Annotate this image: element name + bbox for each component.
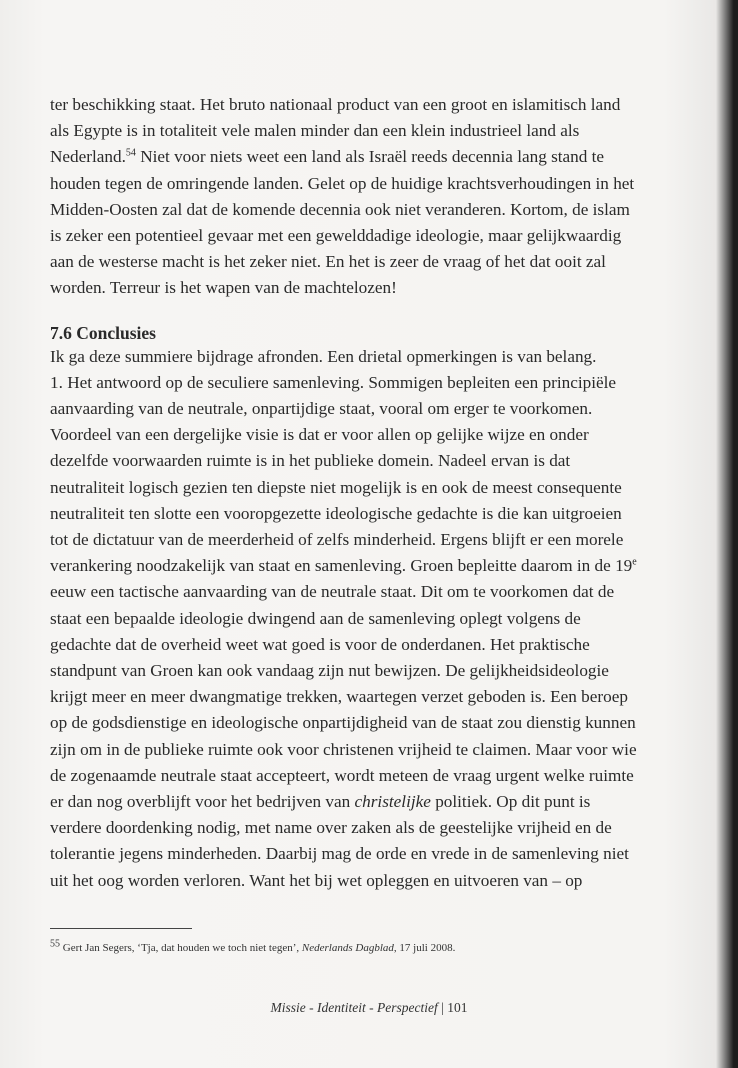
body-text — [50, 92, 640, 894]
footnote-text: Gert Jan Segers, ‘Tja, dat houden we toch niet tegen’, — [60, 942, 302, 954]
footnote-ref-54: 54 — [125, 147, 136, 159]
page-number: 101 — [447, 1000, 468, 1015]
paragraph-2-intro: Ik ga deze summiere bijdrage afronden. Een drietal opmerkingen is van belang. — [50, 346, 597, 366]
footnote-number: 55 — [50, 938, 60, 950]
italic-word: christelijke — [354, 792, 431, 812]
running-footer-title: Missie - Identiteit - Perspectief — [270, 1000, 438, 1015]
paragraph-2 — [50, 344, 640, 370]
paragraph-1 — [50, 92, 640, 302]
century-superscript: e — [632, 556, 637, 568]
footnote-date: , 17 juli 2008. — [393, 942, 456, 954]
section-heading: 7.6 Conclusies — [50, 322, 156, 343]
footer-separator: | — [441, 1000, 444, 1015]
paragraph-3-text: 1. Het antwoord op de seculiere samenleving. Sommigen bepleiten een principiële aanvaarding van de neutrale, onpartijdige staat, vooral om erger te voorkomen. Voordeel van een dergelijke visie is dat er voor allen op gelijke wijze en onder dezelfde voorwaarden ruimte is in het publieke domein. Nadeel ervan is dat neutraliteit logisch gezien ten diepste niet mogelijk is en ook de meest consequente neutraliteit ten slotte een vooropgezette ideologische gedachte is die kan uitgroeien tot de dictatuur van de meerderheid of zelfs minderheid. Ergens blijft er een morele verankering noodzakelijk van staat en samenleving. Groen bepleitte daarom in de 19 — [50, 372, 633, 576]
paragraph-1-rest: Niet voor niets weet een land als Israël reeds decennia lang stand te houden tegen de omringende landen. Gelet op de huidige krachtsverhoudingen in het Midden-Oosten zal dat de komende decennia ook niet veranderen. Kortom, de islam is zeker een potentieel gevaar met een gewelddadige ideologie, maar gelijkwaardig aan de westerse macht is het zeker niet. En het is zeer de vraag of het dat ooit zal worden. Terreur is het wapen van de machtelozen! — [50, 147, 635, 298]
paragraph-1-text: ter beschikking staat. Het bruto nationaal product van een groot en islamitisch land als Egypte is in totaliteit vele malen minder dan een klein industrieel land als Nederland. — [50, 95, 621, 167]
paragraph-3-end: politiek. Op dit punt is verdere doordenking nodig, met name over zaken als de geestelijke vrijheid en de tolerantie jegens minderheden. Daarbij mag de orde en vrede in de samenleving niet uit het oog worden verloren. Want het bij wet opleggen en uitvoeren van – op — [50, 792, 629, 890]
footnote-source: Nederlands Dagblad — [301, 942, 394, 954]
paragraph-3-continued: eeuw een tactische aanvaarding van de neutrale staat. Dit om te voorkomen dat de staat een bepaalde ideologie dwingend aan de samenleving oplegt volgens de gedachte dat de overheid weet wat goed is voor de onderdanen. Het praktische standpunt van Groen kan ook vandaag zijn nut bewijzen. De gelijkheidsideologie krijgt meer en meer dwangmatige trekken, waartegen verzet geboden is. Een beroep op de godsdienstige en ideologische onpartijdigheid van de staat zou dienstig kunnen zijn om in de publieke ruimte ook voor christenen vrijheid te claimen. Maar voor wie de zogenaamde neutrale staat accepteert, wordt meteen de vraag urgent welke ruimte er dan nog overblijft voor het bedrijven van — [50, 582, 637, 812]
footnote — [50, 938, 650, 955]
page-footer — [0, 1000, 738, 1016]
paragraph-3 — [50, 370, 640, 894]
footnote-rule — [50, 928, 192, 929]
